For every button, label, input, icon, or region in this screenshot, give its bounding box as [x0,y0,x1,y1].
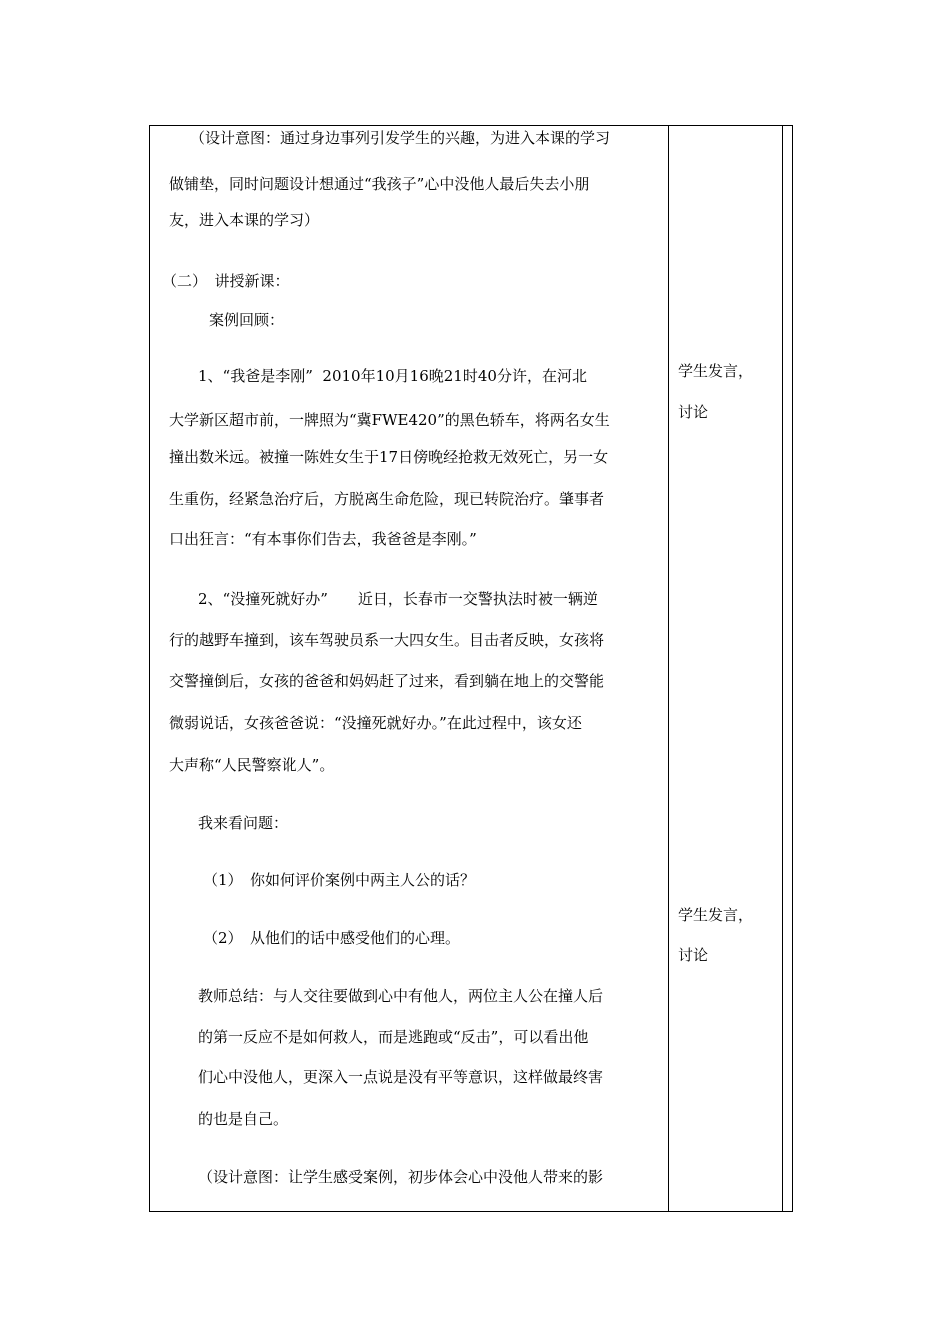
case-1-line: 撞出数米远。被撞一陈姓女生于17日傍晚经抢救无效死亡，另一女 [169,448,609,466]
design-intent-line: 做铺垫，同时问题设计想通过“我孩子”心中没他人最后失去小朋 [169,175,590,193]
column-divider-1 [668,126,669,1211]
student-activity-line: 讨论 [678,946,709,964]
student-activity-line: 学生发言， [678,906,754,924]
case-2-line: 2、“没撞死就好办” 近日，长春市一交警执法时被一辆逆 [198,590,598,608]
questions-heading: 我来看问题： [198,814,289,832]
design-intent-2: （设计意图：让学生感受案例，初步体会心中没他人带来的影 [198,1168,604,1186]
case-1-line: 生重伤，经紧急治疗后，方脱离生命危险，现已转院治疗。肇事者 [169,490,605,508]
teacher-summary-line: 的第一反应不是如何救人，而是逃跑或“反击”，可以看出他 [198,1028,589,1046]
student-activity-line: 讨论 [678,403,709,421]
design-intent-line: （设计意图：通过身边事列引发学生的兴趣，为进入本课的学习 [190,129,611,147]
case-review-label: 案例回顾： [209,311,285,329]
case-2-line: 交警撞倒后，女孩的爸爸和妈妈赶了过来，看到躺在地上的交警能 [169,672,605,690]
case-1-line: 口出狂言：“有本事你们告去，我爸爸是李刚。” [169,530,477,548]
column-divider-2 [782,126,783,1211]
teacher-summary-line: 教师总结：与人交往要做到心中有他人，两位主人公在撞人后 [198,987,604,1005]
student-activity-line: 学生发言， [678,362,754,380]
case-2-line: 行的越野车撞到，该车驾驶员系一大四女生。目击者反映，女孩将 [169,631,605,649]
teacher-summary-line: 的也是自己。 [198,1110,289,1128]
question-2: （2） 从他们的话中感受他们的心理。 [203,929,461,947]
case-1-line: 大学新区超市前，一牌照为“冀FWE420”的黑色轿车，将两名女生 [169,411,610,429]
section-heading: （二） 讲授新课： [162,272,290,290]
case-2-line: 大声称“人民警察讹人”。 [169,756,335,774]
case-2-line: 微弱说话，女孩爸爸说：“没撞死就好办。”在此过程中，该女还 [169,714,582,732]
case-1-line: 1、“我爸是李刚” 2010年10月16晚21时40分许，在河北 [198,367,587,385]
question-1: （1） 你如何评价案例中两主人公的话？ [203,871,476,889]
design-intent-line: 友，进入本课的学习） [169,211,320,229]
teacher-summary-line: 们心中没他人，更深入一点说是没有平等意识，这样做最终害 [198,1068,604,1086]
